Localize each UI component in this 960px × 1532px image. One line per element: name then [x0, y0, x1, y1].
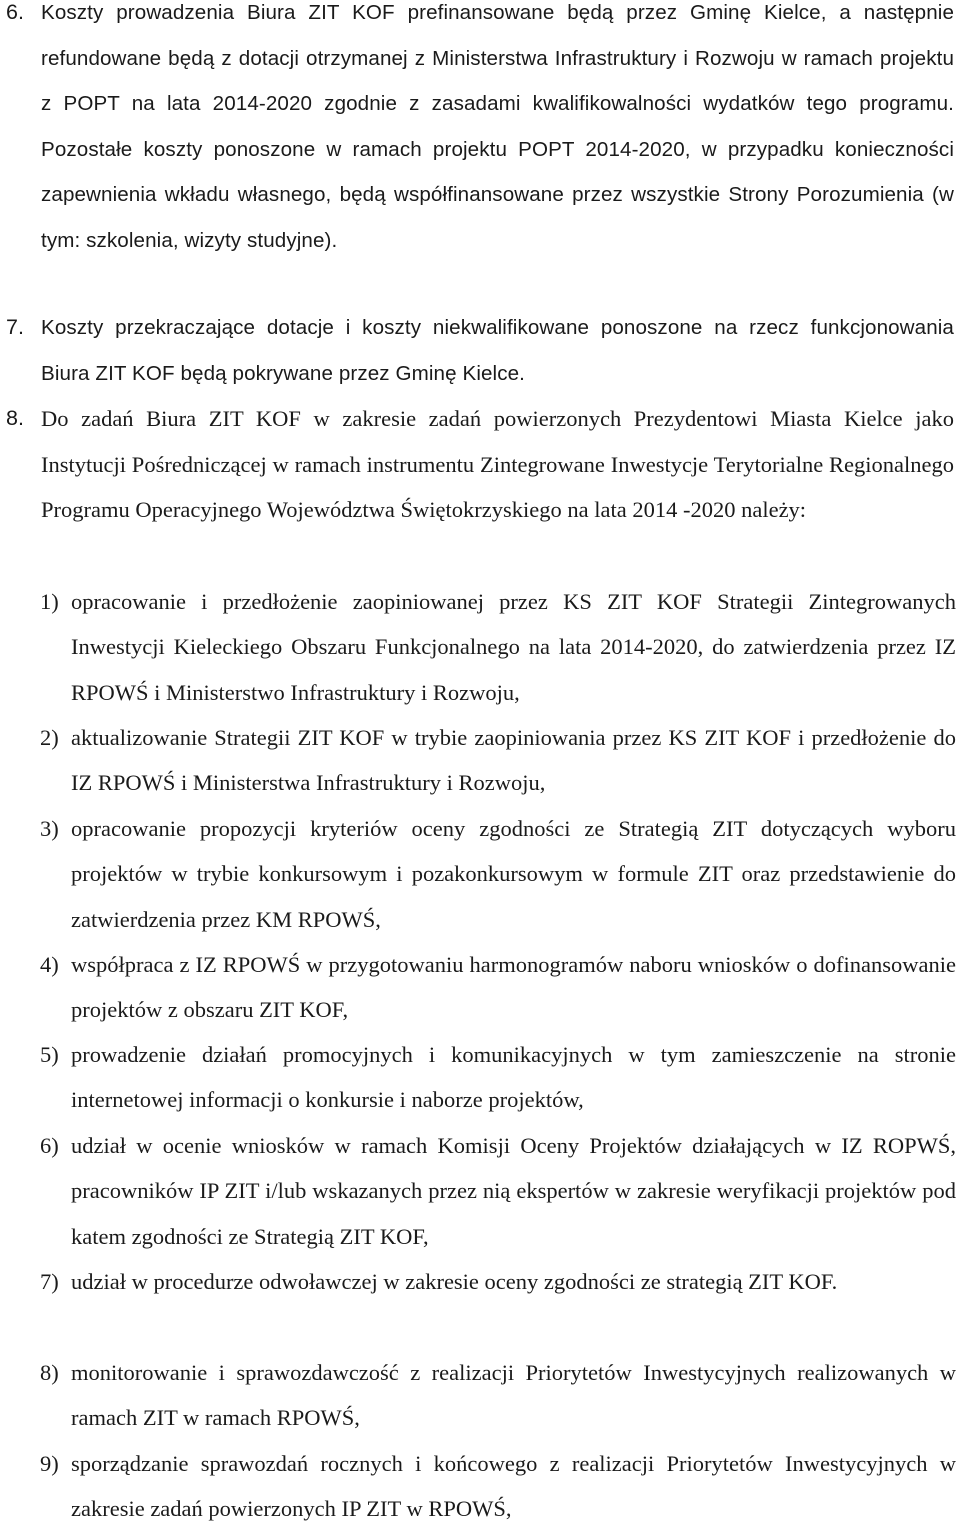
list-item-text: sporządzanie sprawozdań rocznych i końcowego z realizacji Priorytetów Inwestycyjnych w zakresie zadań powierzonych IP ZIT w RPOWŚ, — [71, 1451, 956, 1522]
list-item-number: 9) — [40, 1451, 59, 1476]
list-item-text: opracowanie i przedłożenie zaopiniowanej przez KS ZIT KOF Strategii Zintegrowanych Inwestycji Kieleckiego Obszaru Funkcjonalnego na lata 2014-2020, do zatwierdzenia przez IZ RPOWŚ i Ministerstwo Infrastruktury i Rozwoju, — [71, 589, 956, 705]
list-item — [40, 806, 956, 942]
list-item — [40, 1350, 956, 1441]
list-item-number: 4) — [40, 952, 59, 977]
list-item-number: 1) — [40, 589, 59, 614]
section-number: 8. — [6, 406, 24, 430]
list-item — [40, 942, 956, 1033]
list-item — [40, 1123, 956, 1259]
list-item-text: prowadzenie działań promocyjnych i komunikacyjnych w tym zamieszczenie na stronie internetowej informacji o konkursie i naborze projektów, — [71, 1042, 956, 1113]
list-item-text: współpraca z IZ RPOWŚ w przygotowaniu harmonogramów naboru wniosków o dofinansowanie projektów z obszaru ZIT KOF, — [71, 952, 956, 1023]
list-item-number: 8) — [40, 1360, 59, 1385]
list-item — [40, 1441, 956, 1532]
list-item-number: 7) — [40, 1269, 59, 1294]
section-6 — [6, 0, 954, 264]
section-text: Koszty przekraczające dotacje i koszty niekwalifikowane ponoszone na rzecz funkcjonowania Biura ZIT KOF będą pokrywane przez Gminę Kielce. — [41, 316, 954, 385]
list-item-text: udział w ocenie wniosków w ramach Komisji Oceny Projektów działających w IZ ROPWŚ, pracowników IP ZIT i/lub wskazanych przez nią ekspertów w zakresie weryfikacji projektów pod katem zgodności ze Strategią ZIT KOF, — [71, 1133, 956, 1249]
list-item — [40, 715, 956, 806]
section-7 — [6, 305, 954, 396]
section-text: Koszty prowadzenia Biura ZIT KOF prefinansowane będą przez Gminę Kielce, a następnie refundowane będą z dotacji otrzymanej z Ministerstwa Infrastruktury i Rozwoju w ramach projektu z POPT na lata 2014-2020 zgodnie z zasadami kwalifikowalności wydatków tego programu. Pozostałe koszty ponoszone w ramach projektu POPT 2014-2020, w przypadku konieczności zapewnienia wkładu własnego, będą współfinansowane przez wszystkie Strony Porozumienia (w tym: szkolenia, wizyty studyjne). — [41, 1, 954, 252]
list-item-number: 3) — [40, 816, 59, 841]
section-number: 6. — [6, 0, 24, 24]
list-item-text: aktualizowanie Strategii ZIT KOF w trybie zaopiniowania przez KS ZIT KOF i przedłożenie do IZ RPOWŚ i Ministerstwa Infrastruktury i Rozwoju, — [71, 725, 956, 796]
list-item-number: 5) — [40, 1042, 59, 1067]
list-item — [40, 579, 956, 715]
list-item — [40, 1032, 956, 1123]
list-item-text: monitorowanie i sprawozdawczość z realizacji Priorytetów Inwestycyjnych realizowanych w ramach ZIT w ramach RPOWŚ, — [71, 1360, 956, 1431]
section-number: 7. — [6, 315, 24, 339]
section-intro: Do zadań Biura ZIT KOF w zakresie zadań powierzonych Prezydentowi Miasta Kielce jako Instytucji Pośredniczącej w ramach instrumentu Zintegrowane Inwestycje Terytorialne Regionalnego Programu Operacyjnego Województwa Świętokrzyskiego na lata 2014 -2020 należy: — [41, 406, 954, 523]
list-item-number: 2) — [40, 725, 59, 750]
list-item — [40, 1259, 956, 1304]
list-item-text: udział w procedurze odwoławczej w zakresie oceny zgodności ze strategią ZIT KOF. — [71, 1269, 838, 1294]
list-item-number: 6) — [40, 1133, 59, 1158]
section-8 — [6, 396, 954, 533]
list-item-text: opracowanie propozycji kryteriów oceny zgodności ze Strategią ZIT dotyczących wyboru projektów w trybie konkursowym i pozakonkursowym w formule ZIT oraz przedstawienie do zatwierdzenia przez KM RPOWŚ, — [71, 816, 956, 932]
